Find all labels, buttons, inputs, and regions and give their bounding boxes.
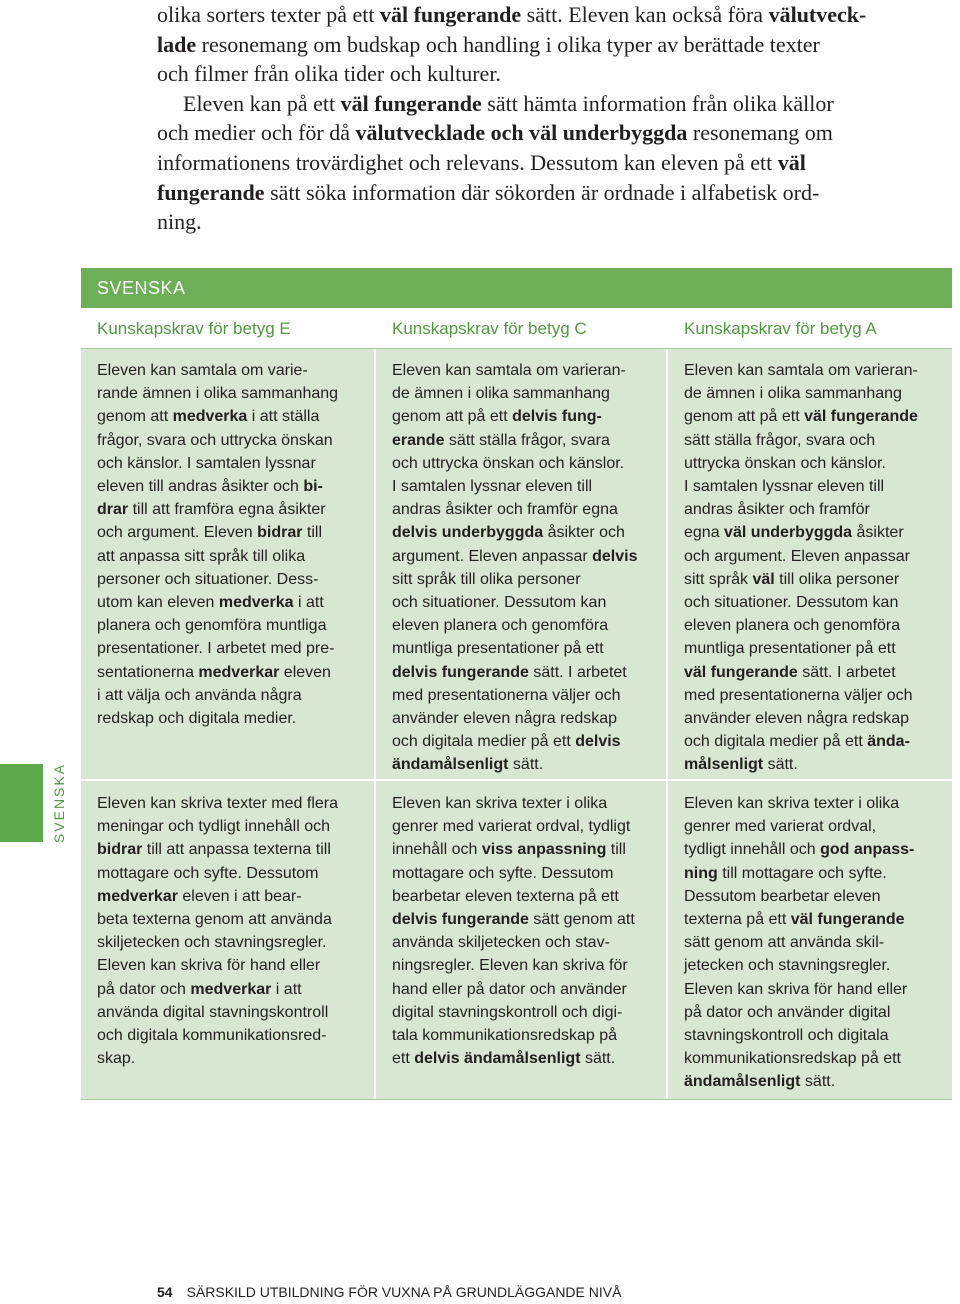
- text-line: [392, 753, 656, 776]
- text-run: egna: [684, 524, 725, 542]
- text-run: hand eller på dator och använder: [392, 980, 627, 998]
- emphasis-text: ända-: [867, 733, 910, 751]
- text-line: [392, 475, 656, 498]
- text-run: sätt. I arbetet: [797, 663, 896, 681]
- text-line: [97, 405, 364, 428]
- text-run: sätt. Eleven kan också föra: [521, 2, 769, 27]
- text-run: ning.: [157, 209, 202, 235]
- text-run: sätt. I arbetet: [528, 663, 627, 681]
- text-run: skap.: [97, 1050, 136, 1068]
- text-line: [97, 545, 364, 568]
- text-line: [97, 568, 364, 591]
- emphasis-text: väl fungerande: [340, 90, 482, 116]
- text-run: i att: [293, 594, 324, 612]
- text-run: och känslor. I samtalen lyssnar: [97, 454, 316, 472]
- text-run: Eleven kan samtala om varieran-: [684, 362, 918, 379]
- table-row: [81, 349, 952, 781]
- side-subject-label: SVENSKA: [51, 762, 67, 844]
- text-run: jetecken och stavningsregler.: [684, 957, 891, 975]
- text-run: andras åsikter och framför: [684, 501, 870, 519]
- text-line: [392, 908, 656, 931]
- text-run: skiljetecken och stavningsregler.: [97, 934, 327, 952]
- text-run: och digitala medier på ett: [684, 733, 868, 751]
- emphasis-text: delvis: [575, 733, 621, 751]
- text-run: och argument. Eleven: [97, 524, 258, 542]
- text-line: [392, 545, 656, 568]
- text-line: [97, 661, 364, 684]
- text-run: åsikter: [852, 524, 904, 542]
- emphasis-text: medverkar: [190, 980, 272, 998]
- text-line: [97, 838, 364, 861]
- emphasis-text: erande: [392, 431, 445, 449]
- text-line: [97, 954, 364, 977]
- text-run: ningsregler. Eleven kan skriva för: [392, 957, 628, 975]
- text-run: eleven planera och genomföra: [684, 617, 901, 635]
- text-line: [392, 591, 656, 614]
- text-run: stavningskontroll och digitala: [684, 1027, 889, 1045]
- text-run: använder eleven några redskap: [392, 710, 618, 728]
- emphasis-text: bidrar: [97, 841, 143, 859]
- subject-band: SVENSKA: [81, 268, 952, 308]
- text-run: sätt ställa frågor, svara: [444, 431, 610, 449]
- text-run: i att: [271, 980, 302, 998]
- emphasis-text: delvis fung-: [512, 408, 602, 426]
- text-run: muntliga presentationer på ett: [392, 640, 604, 658]
- text-line: [684, 452, 942, 475]
- emphasis-text: delvis fungerande: [392, 663, 529, 681]
- text-line: [684, 475, 942, 498]
- text-line: [392, 521, 656, 544]
- text-run: i att välja och använda några: [97, 686, 302, 704]
- text-run: sätt söka information där sökorden är ordnade i alfabetisk ord-: [264, 179, 820, 205]
- text-line: [392, 1047, 656, 1070]
- text-run: sentationerna: [97, 663, 199, 681]
- text-run: och uttrycka önskan och känslor.: [392, 454, 625, 472]
- text-run: I samtalen lyssnar eleven till: [392, 478, 593, 496]
- text-line: [97, 614, 364, 637]
- text-line: [684, 498, 942, 521]
- text-run: olika sorters texter på ett: [157, 2, 380, 27]
- text-run: argument. Eleven anpassar: [392, 547, 593, 565]
- text-line: [392, 815, 656, 838]
- text-run: texterna på ett: [684, 911, 791, 929]
- text-run: planera och genomföra muntliga: [97, 617, 327, 635]
- criteria-cell-e: [81, 781, 376, 1099]
- intro-text: [157, 0, 917, 237]
- text-line: [97, 885, 364, 908]
- text-run: tala kommunikationsredskap på: [392, 1027, 618, 1045]
- emphasis-text: fungerande: [157, 179, 265, 205]
- emphasis-text: medverkar: [198, 663, 280, 681]
- text-line: [392, 359, 656, 382]
- text-run: redskap och digitala medier.: [97, 710, 297, 728]
- intro-paragraph-2: [157, 89, 917, 237]
- text-line: [684, 707, 942, 730]
- text-line: [684, 521, 942, 544]
- text-run: till att framföra egna åsikter: [128, 501, 326, 519]
- text-line: [392, 707, 656, 730]
- text-run: sätt.: [508, 756, 544, 774]
- text-line: [684, 429, 942, 452]
- text-run: resonemang om budskap och handling i olika typer av berättade texter: [196, 31, 820, 57]
- criteria-cell-a: [668, 349, 952, 779]
- text-run: åsikter och: [543, 524, 625, 542]
- emphasis-text: delvis underbyggda: [392, 524, 544, 542]
- text-line: [684, 885, 942, 908]
- text-line: [392, 637, 656, 660]
- text-line: [157, 209, 202, 234]
- text-line: [684, 405, 942, 428]
- text-run: informationens trovärdighet och relevans. Dessutom kan eleven på ett: [157, 149, 778, 175]
- text-run: genom att: [97, 408, 173, 426]
- text-line: [392, 885, 656, 908]
- text-line: [684, 1070, 942, 1093]
- emphasis-text: medverka: [172, 408, 248, 426]
- text-line: [157, 150, 806, 175]
- text-line: [684, 792, 942, 815]
- text-line: [684, 637, 942, 660]
- text-line: [97, 637, 364, 660]
- header-grade-c: Kunskapskrav för betyg C: [392, 319, 587, 338]
- text-line: [97, 978, 364, 1001]
- text-line: [684, 931, 942, 954]
- text-run: på dator och: [97, 980, 191, 998]
- emphasis-text: väl fungerande: [790, 911, 905, 929]
- text-run: och situationer. Dessutom kan: [684, 594, 899, 612]
- text-line: [97, 1047, 364, 1070]
- text-line: [97, 908, 364, 931]
- text-run: personer och situationer. Dess-: [97, 570, 319, 588]
- text-line: [97, 475, 364, 498]
- text-line: [392, 792, 656, 815]
- text-line: [684, 661, 942, 684]
- text-run: Dessutom bearbetar eleven: [684, 887, 881, 905]
- text-line: [392, 862, 656, 885]
- text-line: [157, 2, 866, 27]
- text-run: Eleven kan skriva texter med flera: [97, 795, 338, 812]
- text-run: muntliga presentationer på ett: [684, 640, 896, 658]
- text-run: resonemang om: [687, 120, 833, 146]
- text-line: [392, 1024, 656, 1047]
- text-run: använder eleven några redskap: [684, 710, 910, 728]
- text-line: [392, 382, 656, 405]
- text-run: tydligt innehåll och: [684, 841, 821, 859]
- emphasis-text: väl: [777, 149, 806, 175]
- text-line: [97, 815, 364, 838]
- header-grade-a: Kunskapskrav för betyg A: [684, 319, 877, 338]
- text-run: eleven till andras åsikter och: [97, 478, 304, 496]
- text-line: [684, 838, 942, 861]
- text-run: sätt.: [763, 756, 798, 774]
- emphasis-text: ning: [684, 864, 718, 882]
- text-run: Eleven kan samtala om varieran-: [392, 362, 626, 379]
- emphasis-text: delvis ändamålsenligt: [414, 1050, 581, 1068]
- text-line: [157, 32, 820, 57]
- emphasis-text: väl underbyggda: [724, 524, 853, 542]
- text-line: [684, 908, 942, 931]
- text-run: till: [302, 524, 322, 542]
- text-run: genrer med varierat ordval, tydligt: [392, 818, 631, 836]
- text-line: [684, 753, 942, 776]
- criteria-cell-e: [81, 349, 376, 779]
- criteria-cell-c: [376, 781, 668, 1099]
- emphasis-text: väl fungerande: [804, 408, 918, 426]
- text-run: Eleven kan skriva texter i olika: [392, 795, 608, 812]
- text-run: och situationer. Dessutom kan: [392, 594, 607, 612]
- text-line: [392, 931, 656, 954]
- text-run: sätt genom att använda skil-: [684, 934, 885, 952]
- emphasis-text: välutveck-: [768, 2, 867, 27]
- text-run: Eleven kan samtala om varie-: [97, 362, 308, 379]
- text-line: [392, 730, 656, 753]
- text-line: [392, 978, 656, 1001]
- text-run: och argument. Eleven anpassar: [684, 547, 910, 565]
- text-line: [97, 931, 364, 954]
- text-run: att anpassa sitt språk till olika: [97, 547, 306, 565]
- text-line: [392, 452, 656, 475]
- text-run: sätt hämta information från olika källor: [481, 90, 834, 116]
- text-run: meningar och tydligt innehåll och: [97, 818, 331, 836]
- text-line: [97, 792, 364, 815]
- emphasis-text: väl: [752, 570, 775, 588]
- text-run: och filmer från olika tider och kulturer.: [157, 61, 501, 87]
- intro-paragraph-1: [157, 0, 917, 89]
- running-title: SÄRSKILD UTBILDNING FÖR VUXNA PÅ GRUNDLÄGGANDE NIVÅ: [186, 1284, 622, 1300]
- text-line: [97, 684, 364, 707]
- text-run: Eleven kan på ett: [183, 90, 341, 116]
- emphasis-text: målsenligt: [684, 756, 764, 774]
- text-run: eleven planera och genomföra: [392, 617, 609, 635]
- text-line: [684, 684, 942, 707]
- text-run: genom att på ett: [684, 408, 805, 426]
- text-line: [183, 91, 834, 116]
- text-line: [157, 120, 833, 145]
- text-line: [97, 429, 364, 452]
- text-run: till att anpassa texterna till: [142, 841, 331, 859]
- text-run: rande ämnen i olika sammanhang: [97, 385, 339, 403]
- text-run: till mottagare och syfte.: [717, 864, 887, 882]
- text-run: sätt ställa frågor, svara och: [684, 431, 876, 449]
- text-run: ett: [392, 1050, 415, 1068]
- text-run: utom kan eleven: [97, 594, 219, 612]
- text-line: [684, 954, 942, 977]
- text-run: med presentationerna väljer och: [684, 686, 913, 704]
- text-line: [392, 429, 656, 452]
- text-run: eleven i att bear-: [177, 887, 302, 905]
- text-line: [97, 1024, 364, 1047]
- text-line: [97, 1001, 364, 1024]
- page-number: 54: [157, 1284, 173, 1300]
- text-run: på dator och använder digital: [684, 1003, 891, 1021]
- text-line: [684, 359, 942, 382]
- text-line: [97, 707, 364, 730]
- text-run: I samtalen lyssnar eleven till: [684, 478, 885, 496]
- text-line: [97, 521, 364, 544]
- emphasis-text: viss anpassning: [481, 841, 607, 859]
- text-line: [684, 1047, 942, 1070]
- text-line: [392, 954, 656, 977]
- text-line: [684, 1024, 942, 1047]
- text-line: [684, 614, 942, 637]
- text-run: Eleven kan skriva för hand eller: [97, 957, 321, 975]
- emphasis-text: ändamålsenligt: [684, 1073, 801, 1091]
- text-line: [684, 568, 942, 591]
- text-run: genom att på ett: [392, 408, 513, 426]
- text-line: [97, 591, 364, 614]
- emphasis-text: drar: [97, 501, 129, 519]
- text-line: [97, 382, 364, 405]
- text-line: [684, 591, 942, 614]
- text-run: och digitala kommunikationsred-: [97, 1027, 327, 1045]
- text-line: [97, 862, 364, 885]
- text-run: bearbetar eleven texterna på ett: [392, 887, 619, 905]
- text-run: i att ställa: [247, 408, 320, 426]
- text-line: [684, 978, 942, 1001]
- text-line: [157, 180, 819, 205]
- text-run: Eleven kan skriva för hand eller: [684, 980, 908, 998]
- criteria-cell-a: [668, 781, 952, 1099]
- header-grade-e: Kunskapskrav för betyg E: [97, 319, 291, 338]
- text-line: [684, 1001, 942, 1024]
- text-run: sitt språk till olika personer: [392, 570, 581, 588]
- text-run: använda skiljetecken och stav-: [392, 934, 610, 952]
- text-run: de ämnen i olika sammanhang: [684, 385, 902, 403]
- text-run: mottagare och syfte. Dessutom: [392, 864, 614, 882]
- emphasis-text: väl fungerande: [379, 2, 522, 27]
- text-run: använda digital stavningskontroll: [97, 1003, 329, 1021]
- text-run: uttrycka önskan och känslor.: [684, 454, 886, 472]
- text-run: kommunikationsredskap på ett: [684, 1050, 901, 1068]
- text-line: [97, 452, 364, 475]
- table-row: [81, 781, 952, 1100]
- text-line: [392, 568, 656, 591]
- text-line: [684, 815, 942, 838]
- text-run: eleven: [279, 663, 331, 681]
- text-line: [684, 862, 942, 885]
- text-run: till: [606, 841, 626, 859]
- text-run: mottagare och syfte. Dessutom: [97, 864, 319, 882]
- text-line: [392, 661, 656, 684]
- table-header-row: [81, 308, 952, 349]
- emphasis-text: ändamålsenligt: [392, 756, 509, 774]
- criteria-cell-c: [376, 349, 668, 779]
- text-line: [392, 684, 656, 707]
- emphasis-text: bi-: [303, 478, 323, 496]
- text-run: frågor, svara och uttrycka önskan: [97, 431, 333, 449]
- emphasis-text: god anpass-: [820, 841, 915, 859]
- text-line: [392, 498, 656, 521]
- text-run: sätt.: [800, 1073, 836, 1091]
- emphasis-text: delvis: [592, 547, 638, 565]
- text-line: [684, 545, 942, 568]
- text-line: [392, 405, 656, 428]
- emphasis-text: medverkar: [97, 887, 178, 905]
- text-run: sätt genom att: [528, 911, 635, 929]
- text-line: [684, 382, 942, 405]
- emphasis-text: medverka: [218, 594, 294, 612]
- emphasis-text: väl fungerande: [684, 663, 798, 681]
- text-run: Eleven kan skriva texter i olika: [684, 795, 900, 812]
- text-run: genrer med varierat ordval,: [684, 818, 877, 836]
- text-run: innehåll och: [392, 841, 482, 859]
- text-line: [97, 359, 364, 382]
- text-run: sätt.: [580, 1050, 616, 1068]
- text-run: digital stavningskontroll och digi-: [392, 1003, 623, 1021]
- grading-criteria-table: [81, 268, 952, 1100]
- text-run: de ämnen i olika sammanhang: [392, 385, 610, 403]
- text-line: [392, 614, 656, 637]
- text-run: sitt språk: [684, 570, 753, 588]
- text-line: [392, 838, 656, 861]
- emphasis-text: delvis fungerande: [392, 911, 529, 929]
- text-run: och digitala medier på ett: [392, 733, 576, 751]
- text-line: [392, 1001, 656, 1024]
- text-run: och medier och för då: [157, 120, 356, 146]
- text-run: till olika personer: [774, 570, 900, 588]
- emphasis-text: välutvecklade och väl underbyggda: [355, 120, 688, 146]
- text-run: presentationer. I arbetet med pre-: [97, 640, 335, 658]
- emphasis-text: lade: [157, 31, 197, 57]
- text-run: med presentationerna väljer och: [392, 686, 621, 704]
- page-footer: [157, 1284, 621, 1300]
- text-line: [684, 730, 942, 753]
- text-line: [157, 61, 501, 86]
- text-run: beta texterna genom att använda: [97, 911, 332, 929]
- emphasis-text: bidrar: [257, 524, 303, 542]
- side-tab-marker: [0, 764, 43, 842]
- text-run: andras åsikter och framför egna: [392, 501, 618, 519]
- text-line: [97, 498, 364, 521]
